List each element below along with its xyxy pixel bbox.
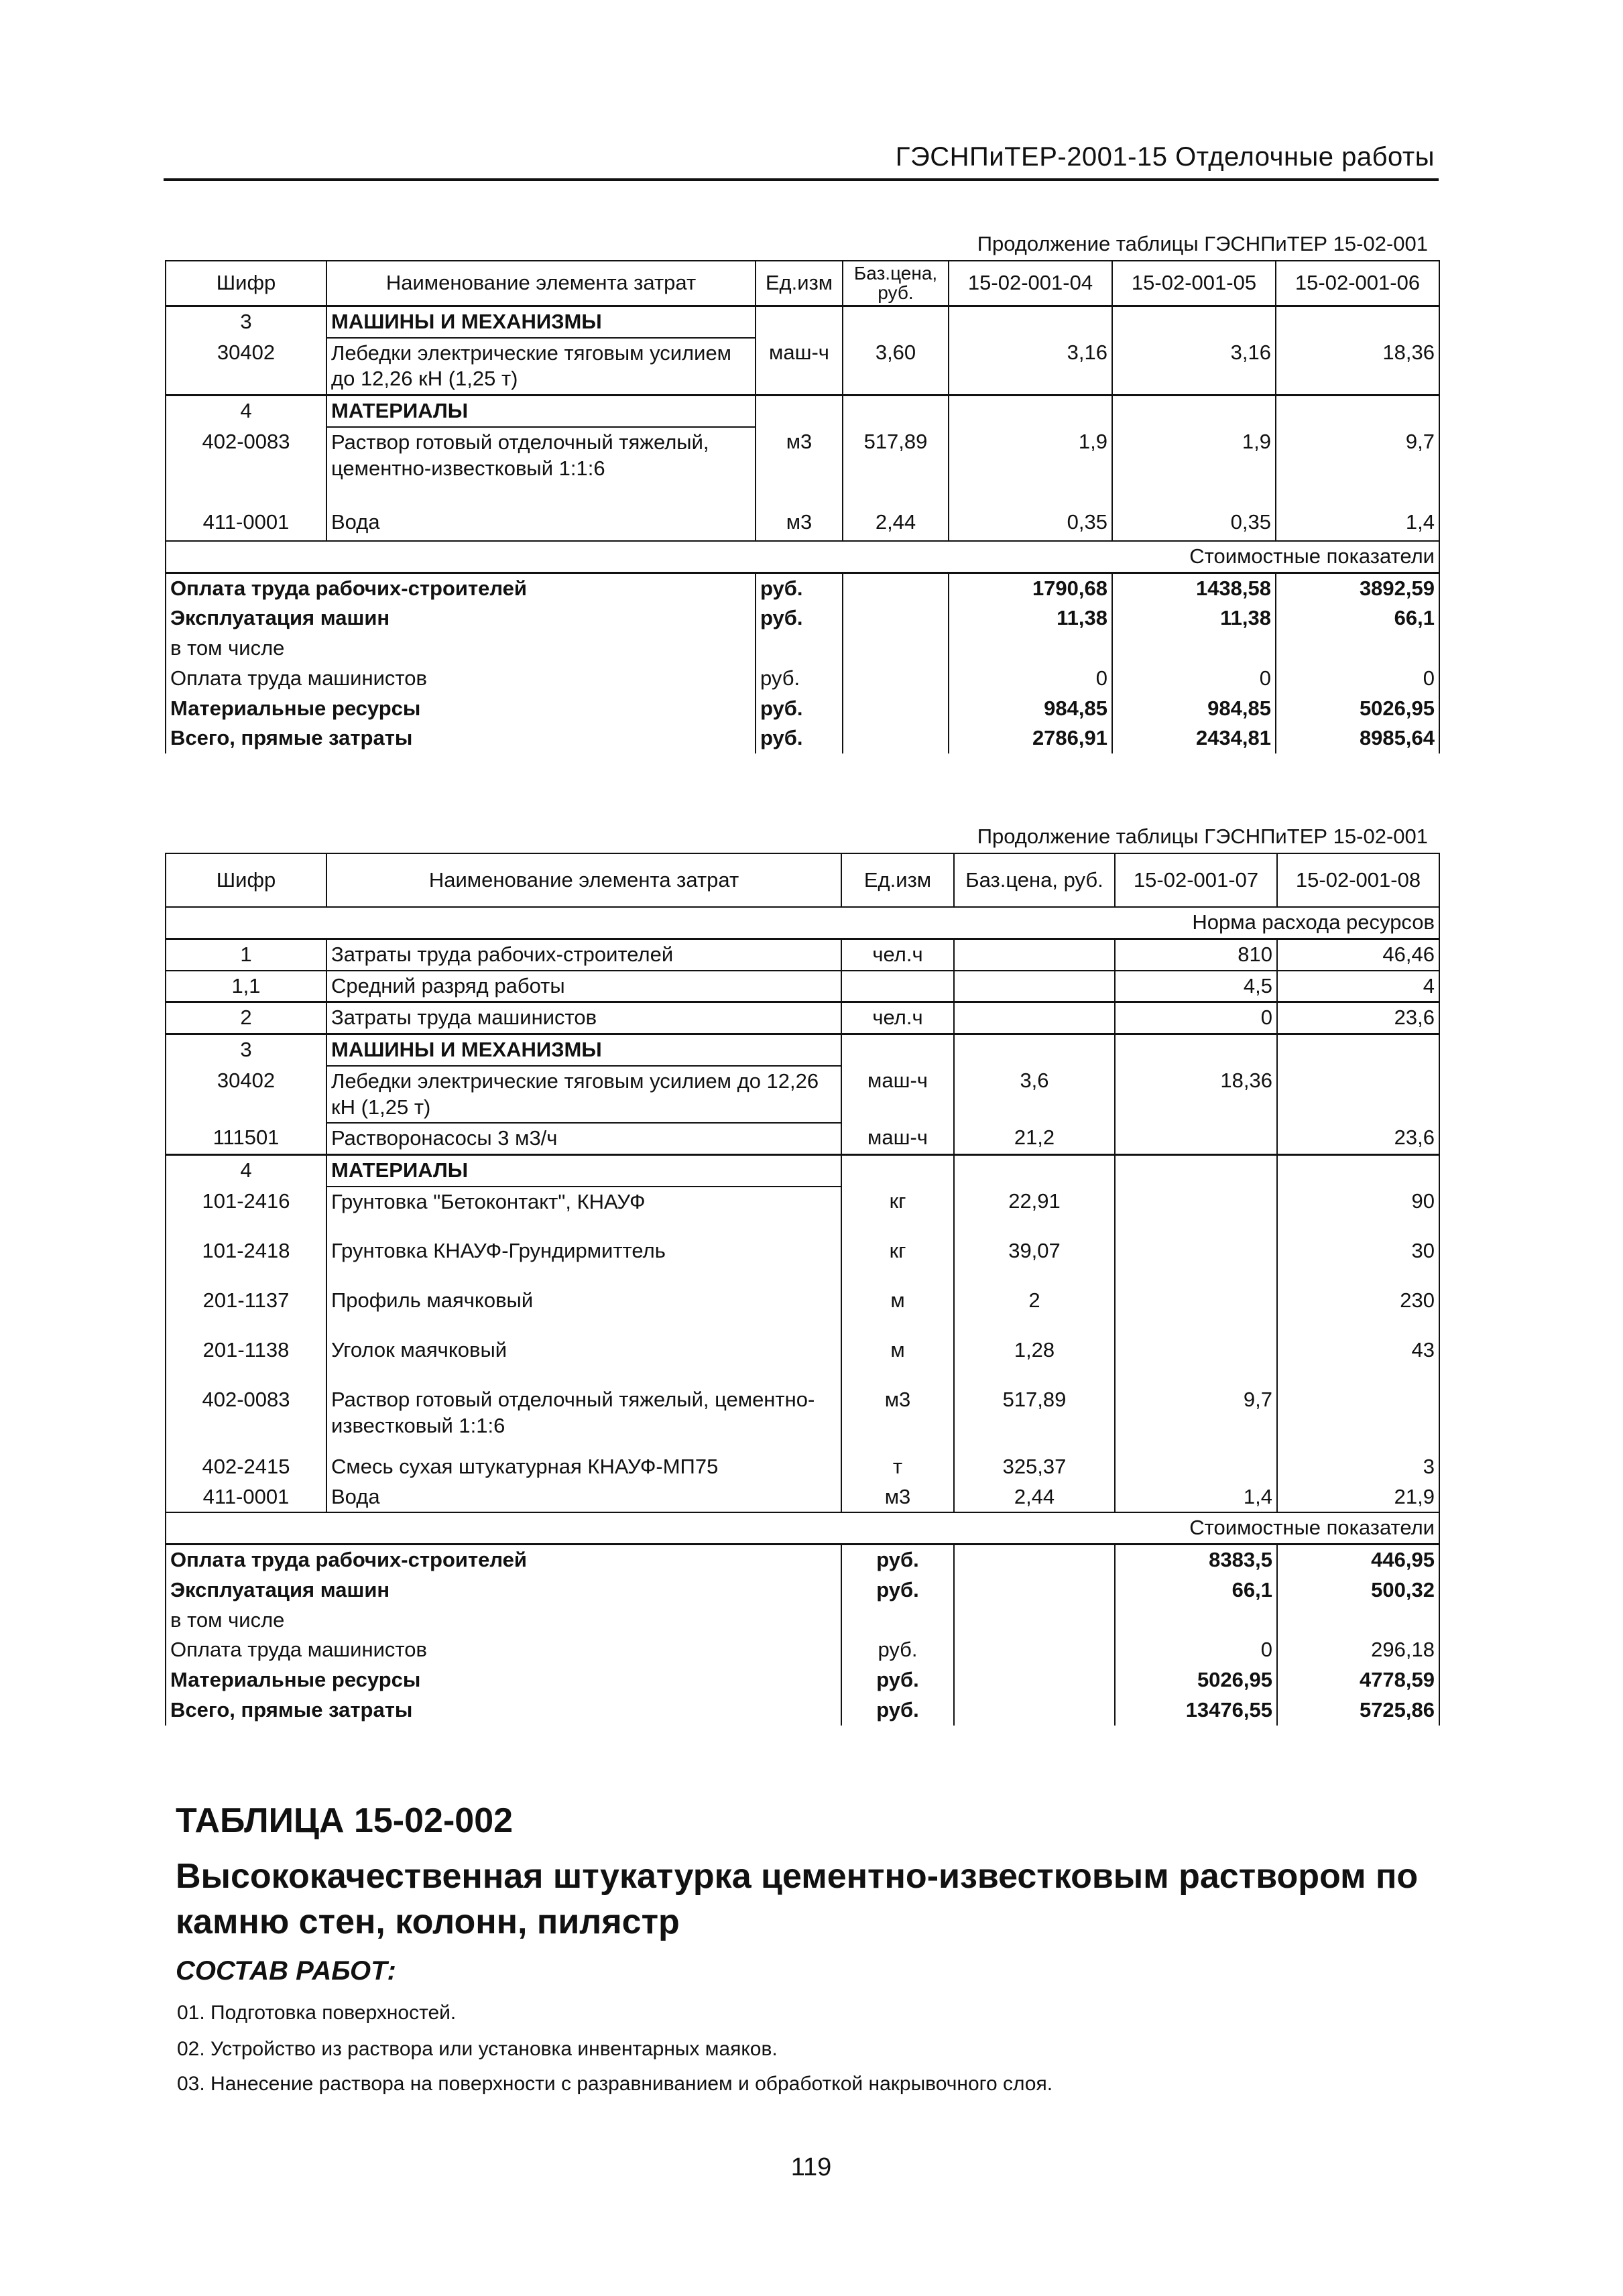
page-number: 119 <box>790 2153 832 2181</box>
summary-row: в том числе <box>166 633 1439 664</box>
summary-row: Материальные ресурсы руб. 984,85 984,85 5026,95 <box>166 694 1439 724</box>
summary-row: Всего, прямые затраты руб. 13476,55 5725,86 <box>166 1695 1439 1726</box>
table-row: 3 МАШИНЫ И МЕХАНИЗМЫ <box>166 1034 1439 1066</box>
table-row: 4 МАТЕРИАЛЫ <box>166 1155 1439 1187</box>
table-row: 411-0001 Вода м3 2,44 0,35 0,35 1,4 <box>166 507 1439 541</box>
summary-row: Оплата труда рабочих-строителей руб. 8383,5 446,95 <box>166 1545 1439 1575</box>
table-row: 30402 Лебедки электрические тяговым усилием до 12,26 кН (1,25 т) маш-ч 3,60 3,16 3,16 18,36 <box>166 338 1439 396</box>
work-item: 02. Устройство из раствора или установка инвентарных маяков. <box>177 2038 778 2060</box>
table-row: 411-0001 Вода м3 2,44 1,4 21,9 <box>166 1482 1439 1513</box>
col-header: Ед.изм <box>841 853 954 907</box>
works-title: СОСТАВ РАБОТ: <box>176 1956 396 1986</box>
col-header: 15-02-001-04 <box>949 261 1112 306</box>
col-header: Шифр <box>166 261 326 306</box>
table-row: 111501 Растворонасосы 3 м3/ч маш-ч 21,2 23,6 <box>166 1123 1439 1154</box>
table-row: 3 МАШИНЫ И МЕХАНИЗМЫ <box>166 306 1439 337</box>
table-row: 101-2418 Грунтовка КНАУФ-Грундирмиттель кг 39,07 30 <box>166 1236 1439 1286</box>
col-header: Баз.цена, руб. <box>843 261 949 306</box>
col-header: Шифр <box>166 853 326 907</box>
table2-caption: Продолжение таблицы ГЭСНПиТЕР 15-02-001 <box>977 825 1428 848</box>
norm-header-row: Норма расхода ресурсов <box>166 907 1439 939</box>
table1 <box>165 260 1440 753</box>
summary-row: Оплата труда машинистов руб. 0 0 0 <box>166 664 1439 694</box>
col-header: 15-02-001-05 <box>1112 261 1276 306</box>
summary-row: Оплата труда рабочих-строителей руб. 1790,68 1438,58 3892,59 <box>166 572 1439 603</box>
summary-row: Материальные ресурсы руб. 5026,95 4778,59 <box>166 1665 1439 1695</box>
table-row: 201-1138 Уголок маячковый м 1,28 43 <box>166 1335 1439 1385</box>
col-header: 15-02-001-07 <box>1115 853 1277 907</box>
section-title: Высококачественная штукатурка цементно-известковым раствором по камню стен, колонн, пилястр <box>176 1857 1419 1941</box>
work-item: 01. Подготовка поверхностей. <box>177 2002 457 2024</box>
summary-row: в том числе <box>166 1606 1439 1636</box>
table-row: 30402 Лебедки электрические тяговым усилием до 12,26 кН (1,25 т) маш-ч 3,6 18,36 <box>166 1066 1439 1124</box>
col-header: Баз.цена, руб. <box>954 853 1115 907</box>
table-row: 1 Затраты труда рабочих-строителей чел.ч 810 46,46 <box>166 939 1439 970</box>
col-header: 15-02-001-06 <box>1276 261 1439 306</box>
table2 <box>165 853 1440 1726</box>
table-row: 101-2416 Грунтовка "Бетоконтакт", КНАУФ кг 22,91 90 <box>166 1187 1439 1236</box>
summary-row: Эксплуатация машин руб. 66,1 500,32 <box>166 1575 1439 1606</box>
summary-row: Всего, прямые затраты руб. 2786,91 2434,81 8985,64 <box>166 723 1439 753</box>
col-header: Наименование элемента затрат <box>326 261 756 306</box>
table2-header-row <box>166 853 1439 907</box>
cost-header-row: Стоимостные показатели <box>166 541 1439 572</box>
table-row: 4 МАТЕРИАЛЫ <box>166 396 1439 427</box>
col-header: Наименование элемента затрат <box>326 853 841 907</box>
cost-header-row: Стоимостные показатели <box>166 1512 1439 1544</box>
header-rule <box>164 178 1439 181</box>
summary-row: Оплата труда машинистов руб. 0 296,18 <box>166 1635 1439 1665</box>
table-row: 402-2415 Смесь сухая штукатурная КНАУФ-МП75 т 325,37 3 <box>166 1452 1439 1482</box>
col-header: 15-02-001-08 <box>1277 853 1439 907</box>
section-table-title: ТАБЛИЦА 15-02-002 <box>176 1801 514 1840</box>
table1-header-row <box>166 261 1439 306</box>
work-item: 03. Нанесение раствора на поверхности с разравниванием и обработкой накрывочного слоя. <box>177 2073 1053 2095</box>
table-row: 2 Затраты труда машинистов чел.ч 0 23,6 <box>166 1002 1439 1034</box>
summary-row: Эксплуатация машин руб. 11,38 11,38 66,1 <box>166 603 1439 633</box>
table1-caption: Продолжение таблицы ГЭСНПиТЕР 15-02-001 <box>977 232 1428 255</box>
page-header-title: ГЭСНПиТЕР-2001-15 Отделочные работы <box>895 142 1435 172</box>
col-header: Ед.изм <box>756 261 843 306</box>
table-row: 1,1 Средний разряд работы 4,5 4 <box>166 971 1439 1002</box>
table-row: 402-0083 Раствор готовый отделочный тяжелый, цементно-известковый 1:1:6 м3 517,89 1,9 1,9 9,7 <box>166 427 1439 507</box>
table-row: 402-0083 Раствор готовый отделочный тяжелый, цементно-известковый 1:1:6 м3 517,89 9,7 <box>166 1385 1439 1452</box>
table-row: 201-1137 Профиль маячковый м 2 230 <box>166 1286 1439 1335</box>
